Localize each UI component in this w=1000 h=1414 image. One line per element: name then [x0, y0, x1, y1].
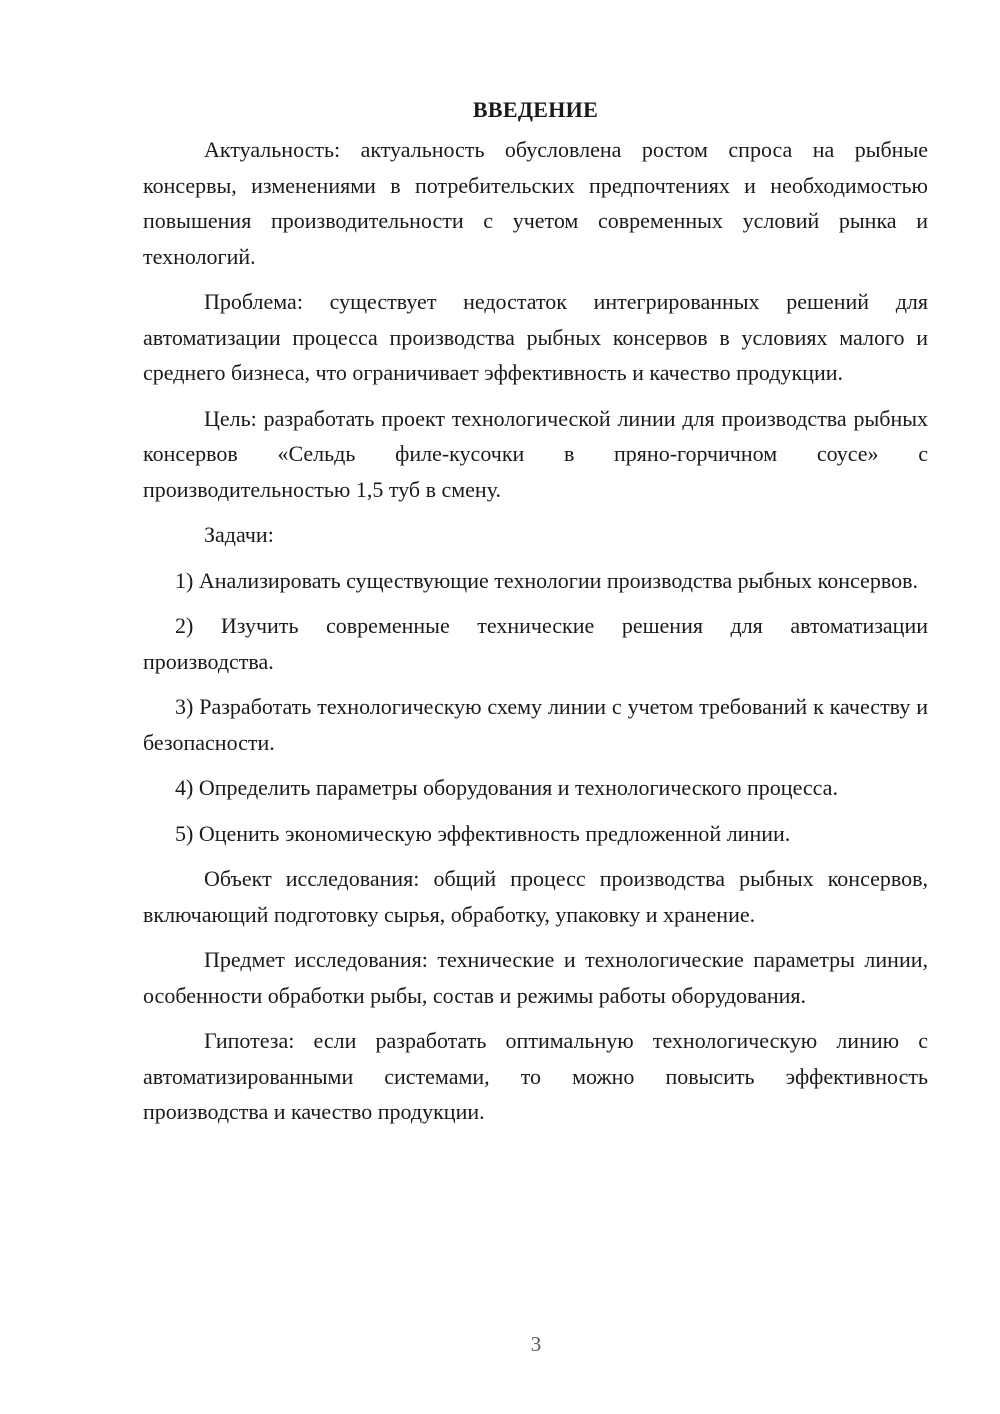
task-item-4: 4) Определить параметры оборудования и технологического процесса.	[175, 775, 838, 800]
task-item-2: 2) Изучить современные технические решения для автоматизации производства.	[143, 613, 928, 674]
document-page	[143, 92, 928, 1140]
page-number: 3	[530, 1332, 542, 1356]
section-title: ВВЕДЕНИЕ	[472, 97, 599, 122]
paragraph-relevance: Актуальность: актуальность обусловлена ростом спроса на рыбные консервы, изменениями в потребительских предпочтениях и необходимостью повышения производительности с учетом современных условий рынка и технологий.	[143, 137, 928, 269]
task-item-1: 1) Анализировать существующие технологии производства рыбных консервов.	[175, 567, 918, 593]
paragraph-problem: Проблема: существует недостаток интегрированных решений для автоматизации процесса производства рыбных консервов в условиях малого и среднего бизнеса, что ограничивает эффективность и качество продукции.	[143, 289, 928, 385]
task-item-5: 5) Оценить экономическую эффективность предложенной линии.	[175, 820, 791, 846]
task-item-3: 3) Разработать технологическую схему линии с учетом требований к качеству и безопасности.	[143, 694, 928, 755]
tasks-heading: Задачи:	[204, 522, 274, 547]
paragraph-hypothesis: Гипотеза: если разработать оптимальную технологическую линию с автоматизированными системами, то можно повысить эффективность производства и качество продукции.	[143, 1028, 928, 1124]
paragraph-goal: Цель: разработать проект технологической линии для производства рыбных консервов «Сельдь филе-кусочки в пряно-горчичном соусе» с производительностью 1,5 туб в смену.	[143, 405, 928, 502]
paragraph-object: Объект исследования: общий процесс производства рыбных консервов, включающий подготовку сырья, обработку, упаковку и хранение.	[143, 866, 928, 927]
paragraph-subject: Предмет исследования: технические и технологические параметры линии, особенности обработки рыбы, состав и режимы работы оборудования.	[143, 947, 928, 1008]
